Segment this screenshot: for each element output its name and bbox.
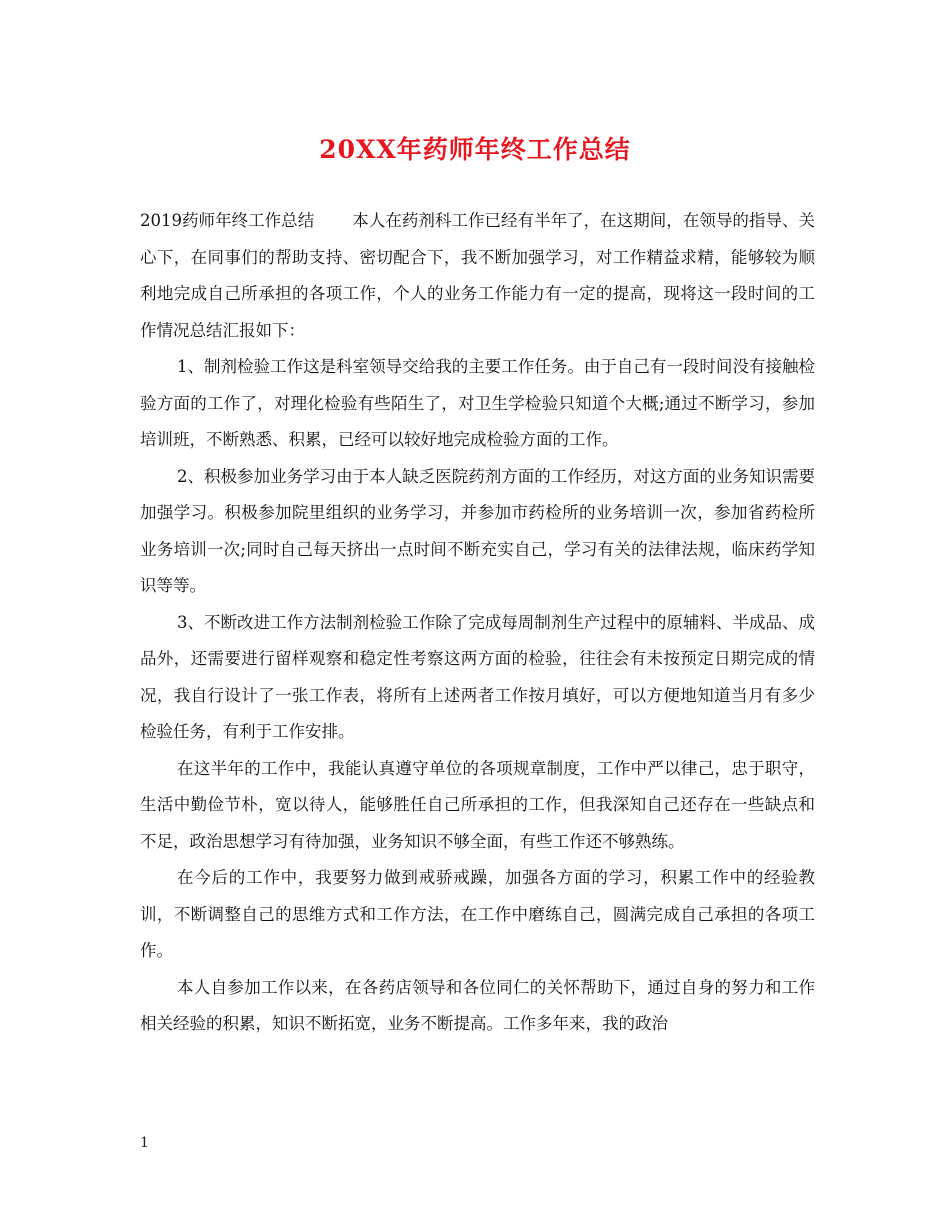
paragraph-6: 本人自参加工作以来，在各药店领导和各位同仁的关怀帮助下，通过自身的努力和工作相关经验的积累，知识不断拓宽，业务不断提高。工作多年来，我的政治: [140, 977, 815, 1033]
intro-heading: 2019药师年终工作总结: [140, 211, 315, 230]
intro-text: 本人在药剂科工作已经有半年了，在这期间，在领导的指导、关心下，在同事们的帮助支持、密切配合下，我不断加强学习，对工作精益求精，能够较为顺利地完成自己所承担的各项工作，个人的业务工作能力有一定的提高，现将这一段时间的工作情况总结汇报如下：: [140, 211, 816, 340]
document-body: [140, 203, 815, 1043]
paragraph-1: 1、制剂检验工作这是科室领导交给我的主要工作任务。由于自己有一段时间没有接触检验方面的工作了，对理化检验有些陌生了，对卫生学检验只知道个大概;通过不断学习，参加培训班，不断熟悉、积累，已经可以较好地完成检验方面的工作。: [140, 357, 815, 449]
page-number: 1: [140, 1135, 149, 1151]
intro-paragraph: [140, 203, 815, 349]
paragraph-3: 3、不断改进工作方法制剂检验工作除了完成每周制剂生产过程中的原辅料、半成品、成品外，还需要进行留样观察和稳定性考察这两方面的检验，往往会有未按预定日期完成的情况，我自行设计了一张工作表，将所有上述两者工作按月填好，可以方便地知道当月有多少检验任务，有利于工作安排。: [140, 612, 815, 741]
paragraph-4: 在这半年的工作中，我能认真遵守单位的各项规章制度，工作中严以律己，忠于职守，生活中勤俭节朴，宽以待人，能够胜任自己所承担的工作，但我深知自己还存在一些缺点和不足，政治思想学习有待加强，业务知识不够全面，有些工作还不够熟练。: [140, 758, 815, 851]
paragraph-5: 在今后的工作中，我要努力做到戒骄戒躁，加强各方面的学习，积累工作中的经验教训，不断调整自己的思维方式和工作方法，在工作中磨练自己，圆满完成自己承担的各项工作。: [140, 868, 815, 960]
document-title: 20XX年药师年终工作总结: [319, 135, 631, 164]
paragraph-2: 2、积极参加业务学习由于本人缺乏医院药剂方面的工作经历，对这方面的业务知识需要加强学习。积极参加院里组织的业务学习，并参加市药检所的业务培训一次，参加省药检所业务培训一次;同时自己每天挤出一点时间不断充实自己，学习有关的法律法规，临床药学知识等等。: [140, 466, 815, 595]
